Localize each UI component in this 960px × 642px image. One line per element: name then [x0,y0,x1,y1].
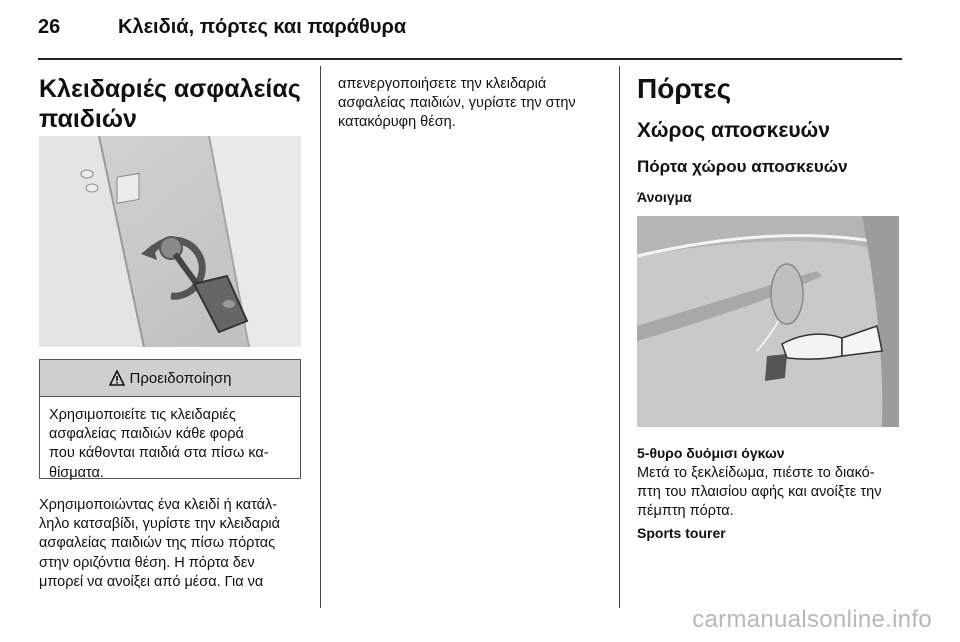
section-heading-child-locks: Κλειδαριές ασφαλείας παιδιών [39,75,301,133]
watermark: carmanualsonline.info [692,606,932,633]
child-lock-paragraph: Χρησιμοποιώντας ένα κλειδί ή κατάλ- ληλο κατσαβίδι, γυρίστε την κλειδαριά ασφαλείας παιδιών της πίσω πόρτας στην οριζόντια θέση. Η πόρτα δεν μπορεί να ανοίξει από μέσα. Για να [39,497,281,590]
child-lock-illustration [39,136,301,347]
subheading-hatchback: 5-θυρο δυόμισι όγκων [637,445,785,461]
subheading-opening: Άνοιγμα [637,189,692,205]
tailgate-opening-illustration [637,216,899,427]
warning-box [39,359,301,479]
header-divider [38,58,902,60]
warning-title: Προειδοποίηση [129,369,232,387]
page-number: 26 [38,16,61,38]
tailgate-paragraph: Μετά το ξεκλείδωμα, πιέστε το διακό- πτη του πλαισίου αφής και ανοίξτε την πέμπτη πόρτα. [637,465,882,520]
subheading-tailgate: Πόρτα χώρου αποσκευών [637,157,848,176]
column-divider-1 [320,66,321,608]
warning-triangle-icon [109,370,125,386]
child-lock-paragraph-cont: απενεργοποιήσετε την κλειδαριά ασφαλείας παιδιών, γυρίστε την στην κατακόρυφη θέση. [338,76,576,131]
subheading-luggage-area: Χώρος αποσκευών [637,119,830,142]
section-heading-doors: Πόρτες [637,73,732,104]
warning-text: Χρησιμοποιείτε τις κλειδαριές ασφαλείας παιδιών κάθε φορά που κάθονται παιδιά στα πίσω κα- θίσματα. [49,407,269,481]
page-header-title: Κλειδιά, πόρτες και παράθυρα [118,16,407,38]
warning-header [40,360,300,397]
column-divider-2 [619,66,620,608]
subheading-sports-tourer: Sports tourer [637,525,726,541]
